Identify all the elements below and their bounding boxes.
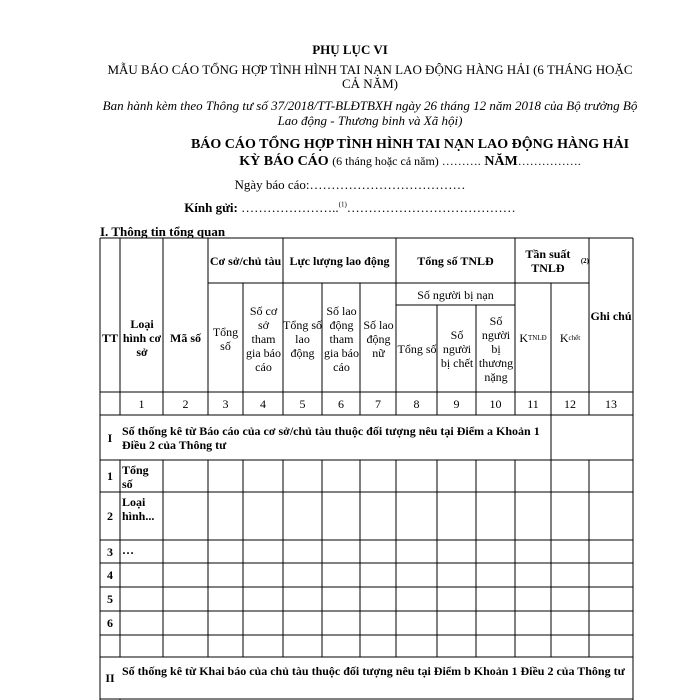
recipient-label: Kính gửi:: [184, 200, 238, 215]
column-number: 8: [413, 397, 420, 411]
row-number: 4: [107, 568, 113, 582]
col-k-tnld-header: [515, 284, 551, 392]
column-number: 7: [375, 397, 381, 411]
report-title-text: BÁO CÁO TỔNG HỢP TÌNH HÌNH TAI NẠN LAO ĐỘNG HÀNG HẢI KỲ BÁO CÁO: [190, 137, 630, 169]
column-number: 5: [299, 397, 306, 411]
column-number: 6: [338, 397, 344, 411]
footnote-1-marker: (1): [338, 200, 347, 209]
footnote-2-marker: (2): [580, 257, 589, 265]
column-number: 4: [260, 397, 266, 411]
col-k-chet-header: [551, 284, 589, 392]
column-number: 1: [138, 397, 145, 411]
year-dots: …………….: [517, 154, 581, 168]
col-ma-so-header: Mã số: [170, 330, 201, 345]
appendix-title: PHỤ LỤC VI: [312, 42, 388, 57]
row-number: 3: [107, 544, 113, 559]
section-I-number: I: [107, 430, 113, 445]
tan-suat-label: Tần suất TNLĐ: [525, 247, 571, 275]
section-II-text: Số thống kê từ Khai báo của chủ tàu thuộc đối tượng nêu tại Điểm b Khoản 1 Điều 2 của Thông tư: [122, 664, 625, 678]
group-luc-luong-header: Lực lượng lao động: [289, 254, 390, 268]
group-co-so-header: Cơ sở/chủ tàu: [209, 254, 282, 268]
column-number: 13: [605, 397, 617, 411]
group-tnld-header: Tổng số TNLĐ: [417, 254, 494, 268]
row-label: Tổng số: [122, 463, 149, 491]
row-label: Loại hình...: [122, 495, 155, 523]
column-number: 9: [453, 397, 460, 411]
col-ld-nu-header: Số lao động nữ: [363, 317, 394, 360]
row-number: 6: [107, 616, 113, 630]
issued-by-note: Ban hành kèm theo Thông tư số 37/2018/TT-BLĐTBXH ngày 26 tháng 12 năm 2018 của Bộ trưởng Bộ Lao động - Thương binh và Xã hội): [102, 98, 638, 128]
row-number: 1: [107, 469, 113, 483]
k-tnld-label: K: [519, 331, 528, 345]
form-title: MẪU BÁO CÁO TỔNG HỢP TÌNH HÌNH TAI NẠN LAO ĐỘNG HÀNG HẢI (6 THÁNG HOẶC CẢ NĂM): [107, 62, 633, 91]
period-note: (6 tháng hoặc cả năm) ……….: [332, 154, 481, 168]
col-tt-header: TT: [101, 330, 118, 345]
section-II-number: II: [105, 671, 115, 685]
col-thuong-nang-header: Số người bị thương nặng: [478, 314, 514, 384]
k-chet-label: K: [559, 331, 569, 345]
col-tong-so-bi-nan-header: Tổng số: [397, 342, 437, 356]
col-tong-so-co-so-header: Tổng số: [212, 324, 239, 353]
column-number: 3: [222, 397, 229, 411]
group-nguoi-bi-nan-header: Số người bị nạn: [417, 287, 494, 302]
row-label: …: [122, 543, 134, 557]
year-label: NĂM: [484, 154, 518, 169]
recipient-dots-2: …………………………………: [346, 200, 516, 215]
row-number: 5: [107, 592, 113, 606]
column-number: 12: [564, 397, 576, 411]
col-loai-hinh-header: Loại hình cơ sở: [122, 316, 162, 359]
group-tan-suat-header: [515, 240, 589, 282]
row-number: 2: [107, 509, 113, 523]
col-so-chet-header: Số người bị chết: [440, 328, 474, 370]
recipient-dots-1: …………………..: [241, 200, 339, 215]
section-I-text: Số thống kê từ Báo cáo của cơ sở/chủ tàu thuộc đối tượng nêu tại Điểm a Khoản 1 Điều 2 của Thông tư: [122, 424, 540, 452]
col-co-so-tham-gia-header: Số cơ sở tham gia báo cáo: [246, 303, 281, 374]
column-number: 10: [489, 397, 502, 411]
column-number: 11: [527, 397, 539, 411]
k-tnld-sub: TNLĐ: [528, 334, 547, 342]
report-date: Ngày báo cáo:………………………………: [234, 177, 466, 192]
col-ghi-chu-header: Ghi chú: [590, 309, 632, 323]
col-ld-tham-gia-header: Số lao động tham gia báo cáo: [324, 303, 359, 374]
col-tong-so-lao-dong-header: Tổng số lao động: [283, 317, 322, 360]
column-number: 2: [182, 397, 189, 411]
k-chet-sub: chết: [568, 334, 581, 342]
section-1-title: I. Thông tin tổng quan: [100, 224, 226, 239]
